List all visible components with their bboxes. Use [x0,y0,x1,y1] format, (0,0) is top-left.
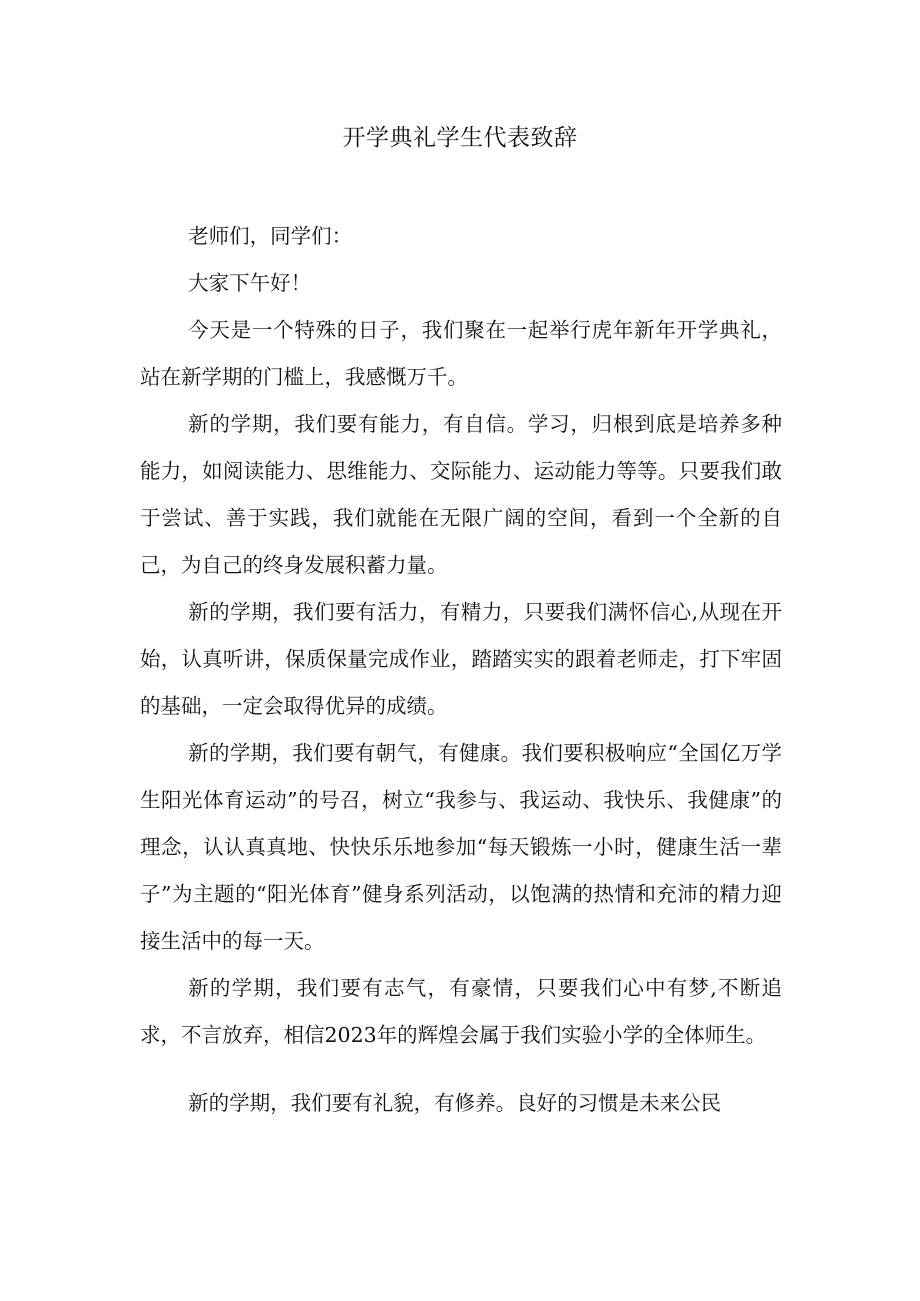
body-paragraph: 新的学期，我们要有能力，有自信。学习，归根到底是培养多种能力，如阅读能力、思维能力、交际能力、运动能力等等。只要我们敢于尝试、善于实践，我们就能在无限广阔的空间，看到一个全新的自己，为自己的终身发展积蓄力量。 [140,412,782,577]
body-paragraph: 新的学期，我们要有活力，有精力，只要我们满怀信心,从现在开始，认真听讲，保质保量完成作业，踏踏实实的跟着老师走，打下牢固的基础，一定会取得优异的成绩。 [140,600,782,718]
document-body [140,213,782,1127]
body-paragraph: 新的学期，我们要有朝气，有健康。我们要积极响应“全国亿万学生阳光体育运动”的号召，树立“我参与、我运动、我快乐、我健康”的理念，认认真真地、快快乐乐地参加“每天锻炼一小时，健康生活一辈子”为主题的“阳光体育”健身系列活动，以饱满的热情和充沛的精力迎接生活中的每一天。 [140,741,782,953]
salutation-paragraph: 老师们，同学们： [188,224,353,248]
body-paragraph: 今天是一个特殊的日子，我们聚在一起举行虎年新年开学典礼，站在新学期的门槛上，我感慨万千。 [140,318,782,389]
document-title: 开学典礼学生代表致辞 [342,125,578,151]
greeting-paragraph: 大家下午好！ [188,271,312,295]
body-paragraph: 新的学期，我们要有志气，有豪情，只要我们心中有梦,不断追求，不言放弃，相信2023年的辉煌会属于我们实验小学的全体师生。 [140,976,782,1047]
body-paragraph: 新的学期，我们要有礼貌，有修养。良好的习惯是未来公民 [188,1091,722,1115]
